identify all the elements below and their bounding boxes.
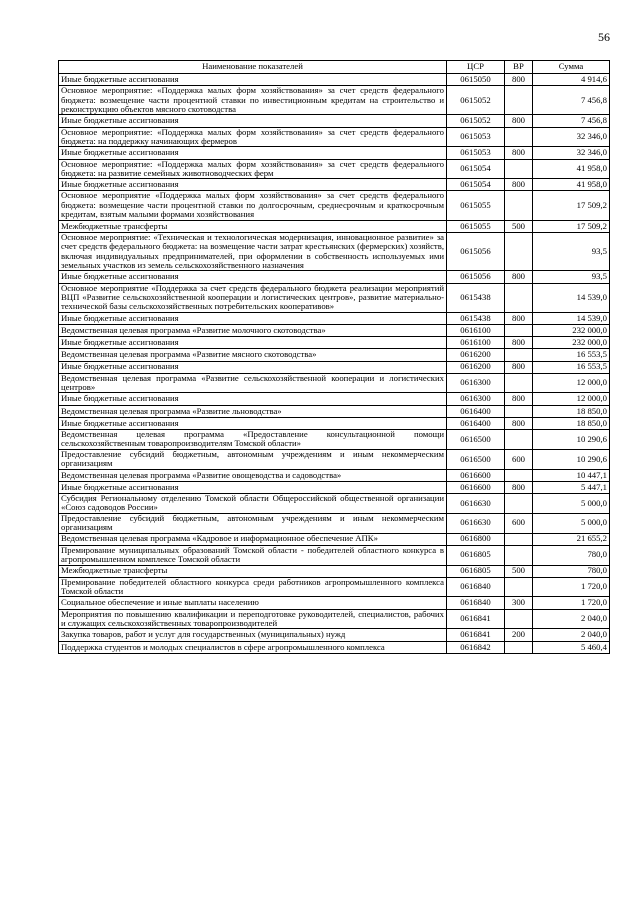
table-row <box>59 393 610 405</box>
cell-csr: 0616600 <box>447 469 505 481</box>
cell-vr: 800 <box>505 179 533 191</box>
table-row <box>59 629 610 641</box>
cell-name: Поддержка студентов и молодых специалистов в сфере агропромышленного комплекса <box>59 641 447 653</box>
cell-name: Ведомственная целевая программа «Развитие молочного скотоводства» <box>59 324 447 336</box>
cell-vr <box>505 159 533 179</box>
cell-name: Мероприятия по повышению квалификации и переподготовке руководителей, специалистов, рабочих и служащих сельскохозяйственных товаропроизводителей <box>59 609 447 629</box>
cell-csr: 0615055 <box>447 220 505 232</box>
cell-csr: 0616805 <box>447 565 505 577</box>
cell-csr: 0616200 <box>447 361 505 373</box>
table-row <box>59 469 610 481</box>
cell-sum: 16 553,5 <box>533 349 610 361</box>
table-row <box>59 430 610 450</box>
cell-vr <box>505 191 533 220</box>
cell-csr: 0616100 <box>447 337 505 349</box>
cell-csr: 0616630 <box>447 513 505 533</box>
table-row <box>59 220 610 232</box>
cell-vr: 600 <box>505 449 533 469</box>
table-row <box>59 597 610 609</box>
cell-sum: 18 850,0 <box>533 405 610 417</box>
cell-name: Предоставление субсидий бюджетным, автономным учреждениям и иным некоммерческим организациям <box>59 449 447 469</box>
cell-csr: 0615054 <box>447 179 505 191</box>
cell-name: Премирование победителей областного конкурса среди работников агропромышленного комплекса Томской области <box>59 577 447 597</box>
cell-sum: 12 000,0 <box>533 393 610 405</box>
cell-vr: 800 <box>505 417 533 429</box>
cell-sum: 16 553,5 <box>533 361 610 373</box>
cell-vr <box>505 405 533 417</box>
cell-sum: 21 655,2 <box>533 533 610 545</box>
header-name: Наименование показателей <box>59 61 447 74</box>
cell-name: Межбюджетные трансферты <box>59 565 447 577</box>
cell-vr <box>505 609 533 629</box>
cell-csr: 0615054 <box>447 159 505 179</box>
cell-sum: 93,5 <box>533 232 610 271</box>
cell-sum: 7 456,8 <box>533 86 610 115</box>
table-row <box>59 565 610 577</box>
cell-vr: 800 <box>505 393 533 405</box>
table-header-row <box>59 61 610 74</box>
cell-csr: 0616842 <box>447 641 505 653</box>
cell-vr <box>505 577 533 597</box>
cell-sum: 1 720,0 <box>533 577 610 597</box>
table-row <box>59 115 610 127</box>
table-row <box>59 324 610 336</box>
cell-sum: 17 509,2 <box>533 191 610 220</box>
cell-csr: 0616300 <box>447 393 505 405</box>
cell-csr: 0616200 <box>447 349 505 361</box>
table-body <box>59 74 610 654</box>
cell-vr: 800 <box>505 74 533 86</box>
cell-sum: 10 290,6 <box>533 430 610 450</box>
cell-csr: 0615438 <box>447 312 505 324</box>
cell-csr: 0615056 <box>447 232 505 271</box>
cell-name: Иные бюджетные ассигнования <box>59 147 447 159</box>
table-row <box>59 449 610 469</box>
table-row <box>59 641 610 653</box>
cell-vr: 800 <box>505 481 533 493</box>
cell-name: Основное мероприятие: «Поддержка малых форм хозяйствования» за счет средств федерального бюджета: на развитие семейных животноводческих ферм <box>59 159 447 179</box>
cell-sum: 5 460,4 <box>533 641 610 653</box>
cell-csr: 0616400 <box>447 417 505 429</box>
cell-sum: 2 040,0 <box>533 609 610 629</box>
cell-vr: 500 <box>505 565 533 577</box>
cell-vr: 300 <box>505 597 533 609</box>
table-row <box>59 127 610 147</box>
cell-csr: 0616841 <box>447 609 505 629</box>
cell-sum: 5 000,0 <box>533 513 610 533</box>
cell-name: Ведомственная целевая программа «Предоставление консультационной помощи сельскохозяйственным товаропроизводителям Томской области» <box>59 430 447 450</box>
cell-name: Иные бюджетные ассигнования <box>59 393 447 405</box>
table-row <box>59 159 610 179</box>
cell-name: Ведомственная целевая программа «Развитие сельскохозяйственной кооперации и логистических центров» <box>59 373 447 393</box>
cell-name: Иные бюджетные ассигнования <box>59 115 447 127</box>
table-row <box>59 417 610 429</box>
table-row <box>59 533 610 545</box>
cell-sum: 93,5 <box>533 271 610 283</box>
cell-sum: 18 850,0 <box>533 417 610 429</box>
cell-csr: 0616840 <box>447 597 505 609</box>
table-row <box>59 271 610 283</box>
cell-name: Основное мероприятие «Поддержка малых форм хозяйствования» за счет средств федерального бюджета: возмещение части процентной ставки по долгосрочным, среднесрочным и краткосрочным кредитам, взятым малыми формами хозяйствования <box>59 191 447 220</box>
cell-vr: 800 <box>505 271 533 283</box>
header-vr: ВР <box>505 61 533 74</box>
cell-name: Иные бюджетные ассигнования <box>59 481 447 493</box>
table-row <box>59 577 610 597</box>
table-row <box>59 147 610 159</box>
cell-sum: 32 346,0 <box>533 147 610 159</box>
cell-csr: 0616300 <box>447 373 505 393</box>
cell-sum: 2 040,0 <box>533 629 610 641</box>
cell-name: Премирование муниципальных образований Томской области - победителей областного конкурса в агропромышленном комплексе Томской области <box>59 545 447 565</box>
table-row <box>59 493 610 513</box>
cell-name: Иные бюджетные ассигнования <box>59 417 447 429</box>
cell-csr: 0615050 <box>447 74 505 86</box>
cell-sum: 41 958,0 <box>533 159 610 179</box>
table-row <box>59 312 610 324</box>
cell-sum: 17 509,2 <box>533 220 610 232</box>
cell-csr: 0615438 <box>447 283 505 312</box>
cell-vr: 200 <box>505 629 533 641</box>
cell-sum: 41 958,0 <box>533 179 610 191</box>
cell-sum: 780,0 <box>533 565 610 577</box>
cell-vr: 800 <box>505 312 533 324</box>
cell-vr: 500 <box>505 220 533 232</box>
table-row <box>59 481 610 493</box>
cell-vr: 600 <box>505 513 533 533</box>
cell-name: Субсидия Региональному отделению Томской области Общероссийской общественной организации «Союз садоводов России» <box>59 493 447 513</box>
table-row <box>59 513 610 533</box>
table-row <box>59 179 610 191</box>
cell-vr <box>505 324 533 336</box>
cell-sum: 32 346,0 <box>533 127 610 147</box>
cell-name: Основное мероприятие: «Поддержка малых форм хозяйствования» за счет средств федерального бюджета: на поддержку начинающих фермеров <box>59 127 447 147</box>
cell-csr: 0616800 <box>447 533 505 545</box>
cell-name: Основное мероприятие «Поддержка за счет средств федерального бюджета реализации мероприятий ВЦП «Развитие сельскохозяйственной кооперации и логистических центров», развитие материально-технической базы сельскохозяйственных потребительских кооперативов» <box>59 283 447 312</box>
cell-sum: 14 539,0 <box>533 283 610 312</box>
cell-sum: 5 447,1 <box>533 481 610 493</box>
cell-csr: 0616500 <box>447 449 505 469</box>
cell-name: Основное мероприятие: «Поддержка малых форм хозяйствования» за счет средств федерального бюджета: возмещение части процентной ставки по инвестиционным кредитам на строительство и реконструкцию объектов мясного скотоводства <box>59 86 447 115</box>
page-number: 56 <box>598 30 610 44</box>
table-row <box>59 232 610 271</box>
cell-csr: 0615056 <box>447 271 505 283</box>
cell-csr: 0616630 <box>447 493 505 513</box>
cell-vr <box>505 373 533 393</box>
table-row <box>59 609 610 629</box>
cell-sum: 1 720,0 <box>533 597 610 609</box>
cell-csr: 0616840 <box>447 577 505 597</box>
cell-name: Ведомственная целевая программа «Кадровое и информационное обеспечение АПК» <box>59 533 447 545</box>
cell-sum: 7 456,8 <box>533 115 610 127</box>
cell-name: Ведомственная целевая программа «Развитие мясного скотоводства» <box>59 349 447 361</box>
cell-sum: 232 000,0 <box>533 324 610 336</box>
table-row <box>59 74 610 86</box>
table-row <box>59 86 610 115</box>
cell-name: Межбюджетные трансферты <box>59 220 447 232</box>
cell-name: Иные бюджетные ассигнования <box>59 337 447 349</box>
budget-table <box>58 60 610 654</box>
cell-vr <box>505 641 533 653</box>
table-row <box>59 191 610 220</box>
cell-vr <box>505 533 533 545</box>
cell-name: Ведомственная целевая программа «Развитие овощеводства и садоводства» <box>59 469 447 481</box>
cell-vr: 800 <box>505 147 533 159</box>
cell-csr: 0616805 <box>447 545 505 565</box>
cell-name: Предоставление субсидий бюджетным, автономным учреждениям и иным некоммерческим организациям <box>59 513 447 533</box>
cell-csr: 0616100 <box>447 324 505 336</box>
table-row <box>59 405 610 417</box>
cell-sum: 232 000,0 <box>533 337 610 349</box>
cell-csr: 0615052 <box>447 86 505 115</box>
cell-vr: 800 <box>505 115 533 127</box>
cell-csr: 0615053 <box>447 127 505 147</box>
cell-csr: 0616500 <box>447 430 505 450</box>
table-row <box>59 337 610 349</box>
cell-name: Социальное обеспечение и иные выплаты населению <box>59 597 447 609</box>
cell-vr <box>505 545 533 565</box>
cell-sum: 14 539,0 <box>533 312 610 324</box>
table-row <box>59 283 610 312</box>
cell-vr <box>505 430 533 450</box>
cell-csr: 0615053 <box>447 147 505 159</box>
cell-name: Иные бюджетные ассигнования <box>59 361 447 373</box>
cell-vr <box>505 232 533 271</box>
cell-name: Закупка товаров, работ и услуг для государственных (муниципальных) нужд <box>59 629 447 641</box>
header-csr: ЦСР <box>447 61 505 74</box>
cell-sum: 780,0 <box>533 545 610 565</box>
header-sum: Сумма <box>533 61 610 74</box>
cell-vr <box>505 469 533 481</box>
table-row <box>59 349 610 361</box>
cell-vr <box>505 493 533 513</box>
cell-name: Иные бюджетные ассигнования <box>59 179 447 191</box>
cell-vr: 800 <box>505 361 533 373</box>
cell-vr <box>505 349 533 361</box>
cell-vr <box>505 86 533 115</box>
cell-csr: 0615055 <box>447 191 505 220</box>
cell-name: Основное мероприятие: «Техническая и технологическая модернизация, инновационное развитие» за счет средств федерального бюджета: на возмещение части затрат крестьянских (фермерских) хозяйств, включая индивидуальных предпринимателей, при оформлении в собственность используемых ими земельных участков из земель сельскохозяйственного назначения <box>59 232 447 271</box>
cell-name: Иные бюджетные ассигнования <box>59 271 447 283</box>
table-row <box>59 361 610 373</box>
cell-sum: 12 000,0 <box>533 373 610 393</box>
cell-sum: 10 447,1 <box>533 469 610 481</box>
cell-vr <box>505 127 533 147</box>
cell-vr <box>505 283 533 312</box>
cell-csr: 0616400 <box>447 405 505 417</box>
table-row <box>59 373 610 393</box>
cell-name: Ведомственная целевая программа «Развитие льноводства» <box>59 405 447 417</box>
cell-csr: 0616841 <box>447 629 505 641</box>
cell-name: Иные бюджетные ассигнования <box>59 312 447 324</box>
table-row <box>59 545 610 565</box>
cell-csr: 0616600 <box>447 481 505 493</box>
cell-name: Иные бюджетные ассигнования <box>59 74 447 86</box>
cell-csr: 0615052 <box>447 115 505 127</box>
cell-sum: 5 000,0 <box>533 493 610 513</box>
cell-sum: 10 290,6 <box>533 449 610 469</box>
cell-sum: 4 914,6 <box>533 74 610 86</box>
cell-vr: 800 <box>505 337 533 349</box>
